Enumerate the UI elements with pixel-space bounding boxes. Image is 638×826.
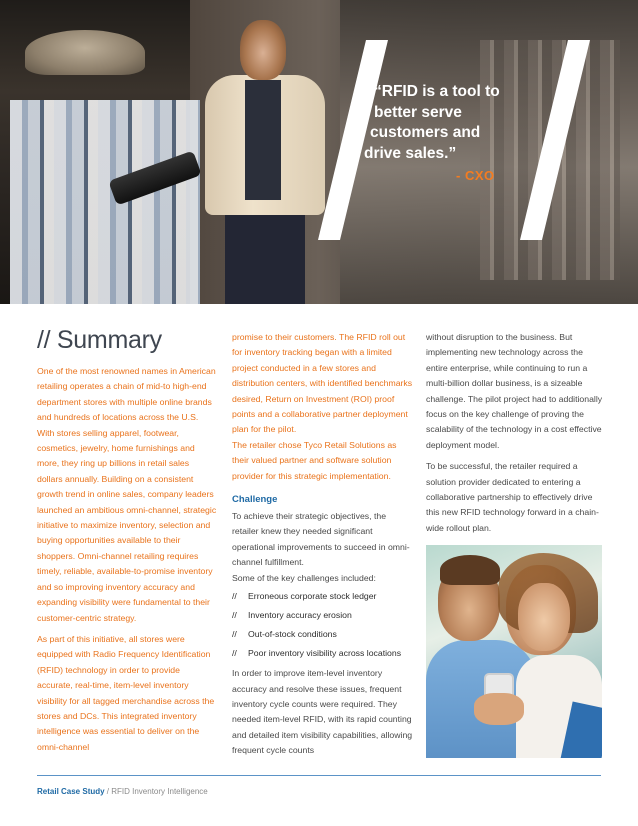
quote-line: customers and [370, 124, 481, 141]
footer-subtitle: RFID Inventory Intelligence [111, 787, 208, 796]
couple-photo [426, 545, 602, 758]
list-item [232, 628, 414, 641]
challenge-list [232, 590, 414, 660]
rollout-column [426, 330, 604, 536]
page-footer [37, 787, 208, 796]
summary-column [37, 326, 217, 755]
body-paragraph: The retailer chose Tyco Retail Solutions as their valued partner and software solution provider for this strategic implementation. [232, 439, 397, 481]
body-paragraph: promise to their customers. The RFID roll out for inventory tracking began with a limited project conducted in a few stores and distribution centers, with identified benchmarks desired, Return on Investment (ROI) proof points and a collaborative partner deployment plan for the pilot. [232, 332, 413, 435]
footer-divider [37, 775, 601, 776]
list-item-text: Out-of-stock conditions [248, 629, 337, 640]
list-item-text: Inventory accuracy erosion [248, 610, 352, 621]
list-item-text: Erroneous corporate stock ledger [248, 591, 377, 602]
quote-line: drive sales.” [364, 144, 457, 162]
challenge-heading: Challenge [232, 494, 278, 506]
footer-separator: / [104, 787, 112, 796]
body-paragraph: without disruption to the business. But implementing new technology across the entire enterprise, while continuing to run a multi-billion dollar business, is a sizeable challenge. The pilot project had to additionally focus on the key challenge of proving the scalability of the technology in a cost effective deployment model. [426, 332, 603, 450]
body-paragraph: In order to improve item-level inventory accuracy and resolve these issues, frequent inventory cycle counts were required. They needed item-level RFID, with its rapid counting and detailed item visibility capabilities, allowing frequent cycle counts [232, 668, 413, 756]
quote-attribution: - CXO [456, 168, 495, 183]
hero-photo [0, 0, 638, 304]
list-item [232, 609, 414, 622]
summary-paragraph: As part of this initiative, all stores were equipped with Radio Frequency Identification (RFID) technology in order to provide accurate, real-time, item-level inventory visibility for all tagged merchandise across the stores and DCs. This integrated inventory intelligence was essential to deliver on the omni-channel [37, 633, 215, 752]
footer-label: Retail Case Study [37, 787, 105, 796]
bullet-mark: // [232, 610, 237, 621]
summary-heading: // Summary [37, 326, 162, 354]
bullet-mark: // [232, 648, 237, 659]
bullet-mark: // [232, 629, 237, 640]
list-item [232, 590, 414, 603]
clothing-rack [10, 100, 200, 304]
body-paragraph: To be successful, the retailer required a solution provider dedicated to entering a collaborative partnership to effectively drive this new RFID technology forward in a chain-wide rollout plan. [426, 461, 599, 533]
hats-display [25, 30, 145, 75]
challenge-column [232, 330, 414, 759]
quote-line: “RFID is a tool to [374, 83, 500, 100]
bullet-mark: // [232, 591, 237, 602]
quote-line: better serve [374, 103, 462, 121]
body-paragraph: To achieve their strategic objectives, the retailer knew they needed significant operational improvements to succeed in omni-channel fulfillment. [232, 511, 410, 568]
pull-quote [364, 82, 528, 164]
body-paragraph: Some of the key challenges included: [232, 572, 376, 583]
list-item-text: Poor inventory visibility across locations [248, 648, 402, 659]
summary-paragraph: One of the most renowned names in American retailing operates a chain of mid-to high-end department stores with multiple online brands and hundreds of locations across the U.S. With stores selling apparel, footwear, cosmetics, jewelry, home furnishings and more, they ring up billions in retail sales dollars annually. Building on a consistent growth trend in online sales, company leaders launched an ambitious omni-channel, strategic initiative to maximize inventory, selection and buying opportunities available to their shoppers. Omni-channel retailing requires timely, reliable, available-to-promise inventory and so improving inventory accuracy and expanding visibility were fundamental to their customer-centric strategy. [37, 366, 217, 623]
right-slash-graphic [520, 40, 590, 240]
list-item [232, 647, 414, 660]
